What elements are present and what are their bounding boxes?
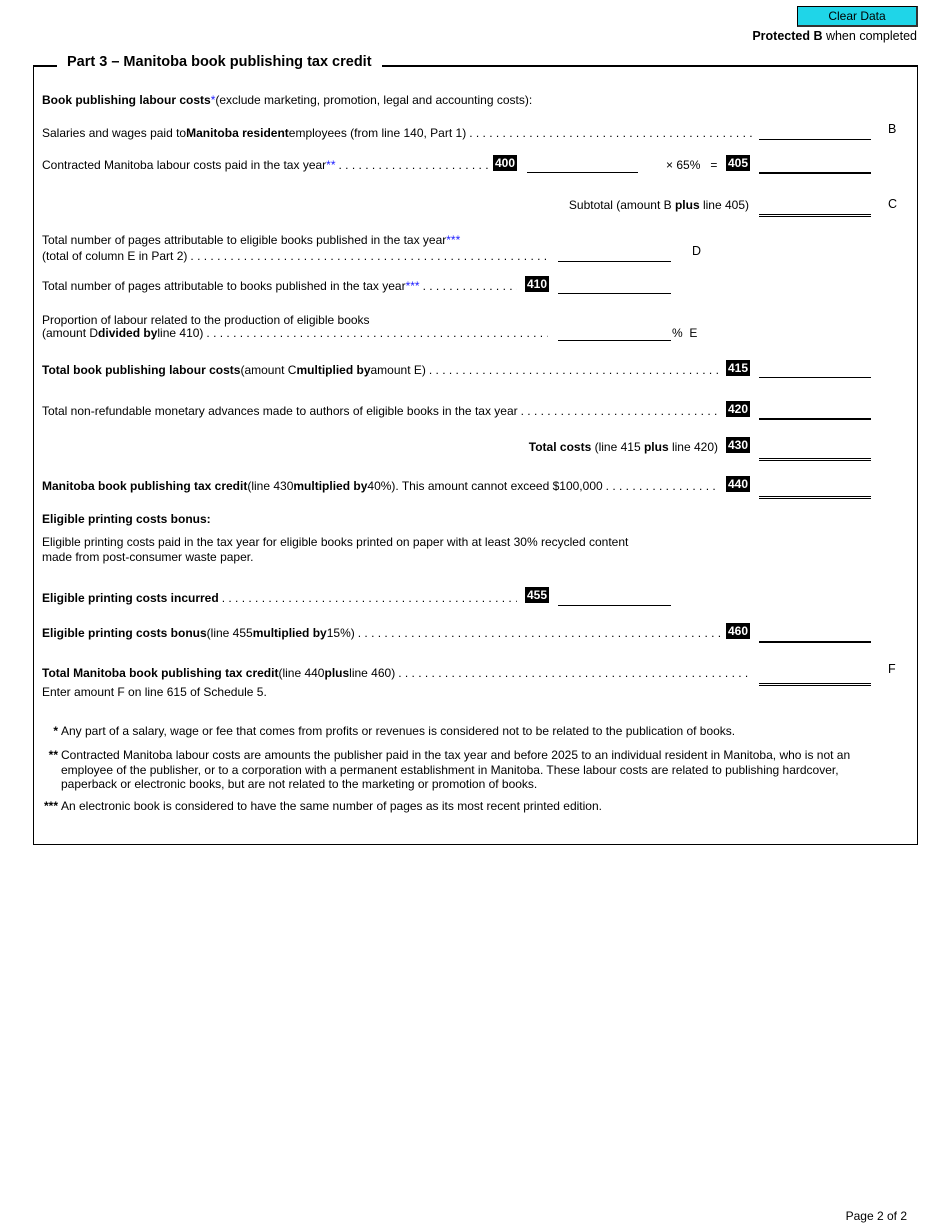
line-415-badge: 415 — [728, 361, 749, 375]
amount-letter-c: C — [888, 197, 898, 211]
dot-leader — [606, 479, 720, 493]
label-bold: plus — [643, 440, 669, 454]
footnote-1 — [40, 724, 890, 739]
label: (line 415 — [591, 440, 644, 454]
advances-row — [42, 404, 720, 418]
label: line 420) — [668, 440, 718, 454]
label: 40%). This amount cannot exceed $100,000 — [367, 479, 603, 493]
label: Contracted Manitoba labour costs paid in the tax year — [42, 158, 327, 172]
printing-desc-1 — [42, 535, 628, 549]
footnote-text: Any part of a salary, wage or fee that comes from profits or revenues is considered not to be related to the publication of books. — [61, 724, 736, 738]
line-440-badge: 440 — [728, 477, 749, 491]
line-405-badge: 405 — [728, 156, 749, 170]
line-400-badge: 400 — [495, 156, 516, 170]
proportion-e-field[interactable] — [558, 326, 671, 341]
line-415-field[interactable] — [759, 363, 871, 378]
label: (total of column E in Part 2) — [42, 249, 188, 263]
amount-letter-d: D — [692, 244, 702, 258]
label: (amount D — [42, 326, 99, 340]
label: made from post-consumer waste paper. — [42, 550, 254, 564]
label: Total number of pages attributable to eligible books published in the tax year — [42, 233, 447, 247]
total-credit-row — [42, 666, 752, 680]
label: Eligible printing costs paid in the tax year for eligible books printed on paper with at least 30% recycled content — [42, 535, 629, 549]
label-bold: multiplied by — [252, 626, 327, 640]
label: 15%) — [326, 626, 355, 640]
label: Proportion of labour related to the production of eligible books — [42, 313, 370, 327]
label: line 405) — [699, 198, 749, 212]
label: line 410) — [157, 326, 204, 340]
dot-leader — [398, 666, 752, 680]
line-440-field[interactable] — [759, 482, 871, 499]
footnote-star: * — [210, 93, 216, 107]
footnote-star: ** — [326, 158, 336, 172]
line-455-badge: 455 — [527, 588, 548, 602]
line-460-field[interactable] — [759, 627, 871, 643]
subtotal-c-field[interactable] — [759, 200, 871, 217]
dot-leader — [423, 279, 517, 293]
printing-desc-2 — [42, 550, 253, 564]
line-410-badge: 410 — [527, 277, 548, 291]
percent-e-label: % E — [672, 326, 698, 340]
labour-heading-rest: (exclude marketing, promotion, legal and accounting costs): — [215, 93, 533, 107]
dot-leader — [206, 326, 548, 340]
total-labour-row — [42, 363, 720, 377]
protected-b-label — [752, 29, 917, 43]
pages-eligible-line1 — [42, 233, 460, 247]
footnote-3 — [40, 799, 890, 814]
footnote-star: *** — [446, 233, 461, 247]
subtotal-label — [569, 198, 749, 212]
multiplier-65: × 65% = — [666, 158, 718, 172]
footnote-text: Contracted Manitoba labour costs are amounts the publisher paid in the tax year and before 2025 to an individual resident in Manitoba, who is not an employee of the publisher, or to a corporation with a permanent establishment in Manitoba. These labour costs are related to publishing hardcover, paperback or electronic books, but are not related to the marketing or promotion of books. — [61, 748, 851, 791]
total-credit-note — [42, 685, 267, 699]
label-bold: Eligible printing costs bonus: — [42, 512, 211, 526]
dot-leader — [429, 363, 720, 377]
printing-heading — [42, 512, 211, 526]
footnote-star: *** — [405, 279, 420, 293]
line-405-field[interactable] — [759, 158, 871, 174]
dot-leader — [358, 626, 720, 640]
label-bold: divided by — [98, 326, 158, 340]
salaries-amount-field[interactable] — [759, 125, 871, 140]
label-bold: multiplied by — [293, 479, 368, 493]
dot-leader — [521, 404, 720, 418]
printing-incurred-row — [42, 591, 517, 605]
line-410-field[interactable] — [558, 279, 671, 294]
proportion-line1 — [42, 313, 370, 327]
label-bold: Eligible printing costs bonus — [42, 626, 207, 640]
label: employees (from line 140, Part 1) — [288, 126, 467, 140]
dot-leader — [469, 126, 752, 140]
footnote-mark: * — [53, 724, 58, 738]
amount-letter-b: B — [888, 122, 897, 136]
label-bold: plus — [324, 666, 350, 680]
part-title: Part 3 – Manitoba book publishing tax credit — [57, 54, 382, 70]
label-bold: plus — [674, 198, 700, 212]
label: (amount C — [240, 363, 297, 377]
footnote-2 — [40, 748, 890, 792]
footnote-mark: ** — [48, 748, 58, 762]
line-400-field[interactable] — [527, 158, 638, 173]
label: amount E) — [370, 363, 426, 377]
dot-leader — [339, 158, 488, 172]
label: (line 430 — [247, 479, 294, 493]
page-number: Page 2 of 2 — [845, 1209, 907, 1223]
proportion-line2 — [42, 326, 548, 340]
label: Total non-refundable monetary advances made to authors of eligible books in the tax year — [42, 404, 518, 418]
line-455-field[interactable] — [558, 591, 671, 606]
labour-heading-bold: Book publishing labour costs — [42, 93, 211, 107]
footnote-mark: *** — [43, 799, 58, 813]
label-bold: multiplied by — [296, 363, 371, 377]
label-bold: Manitoba book publishing tax credit — [42, 479, 248, 493]
protected-bold: Protected B — [752, 29, 823, 43]
salaries-row — [42, 126, 752, 140]
dot-leader — [190, 249, 548, 263]
contracted-row — [42, 158, 488, 172]
amount-letter-f: F — [888, 662, 896, 676]
label: Total number of pages attributable to books published in the tax year — [42, 279, 406, 293]
line-420-badge: 420 — [728, 402, 749, 416]
label: Subtotal (amount B — [568, 198, 675, 212]
clear-data-button[interactable]: Clear Data — [797, 6, 918, 27]
label-bold: Eligible printing costs incurred — [42, 591, 219, 605]
label: Salaries and wages paid to — [42, 126, 187, 140]
credit-row — [42, 479, 720, 493]
label-bold: Total book publishing labour costs — [42, 363, 241, 377]
line-460-badge: 460 — [728, 624, 749, 638]
line-430-badge: 430 — [728, 438, 749, 452]
pages-eligible-line2 — [42, 249, 548, 263]
pages-all-row — [42, 279, 517, 293]
protected-rest: when completed — [822, 29, 917, 43]
label: Enter amount F on line 615 of Schedule 5. — [42, 685, 267, 699]
label-bold: Total costs — [528, 440, 592, 454]
labour-heading — [42, 93, 532, 107]
printing-bonus-row — [42, 626, 720, 640]
label: (line 440 — [278, 666, 325, 680]
label: line 460) — [349, 666, 396, 680]
line-420-field[interactable] — [759, 404, 871, 420]
dot-leader — [222, 591, 517, 605]
label-bold: Total Manitoba book publishing tax credit — [42, 666, 279, 680]
label: (line 455 — [206, 626, 253, 640]
line-430-field[interactable] — [759, 444, 871, 461]
label-bold: Manitoba resident — [186, 126, 289, 140]
footnote-text: An electronic book is considered to have the same number of pages as its most recent printed edition. — [61, 799, 602, 813]
total-credit-f-field[interactable] — [759, 669, 871, 686]
pages-eligible-field[interactable] — [558, 247, 671, 262]
total-costs-label — [529, 440, 718, 454]
